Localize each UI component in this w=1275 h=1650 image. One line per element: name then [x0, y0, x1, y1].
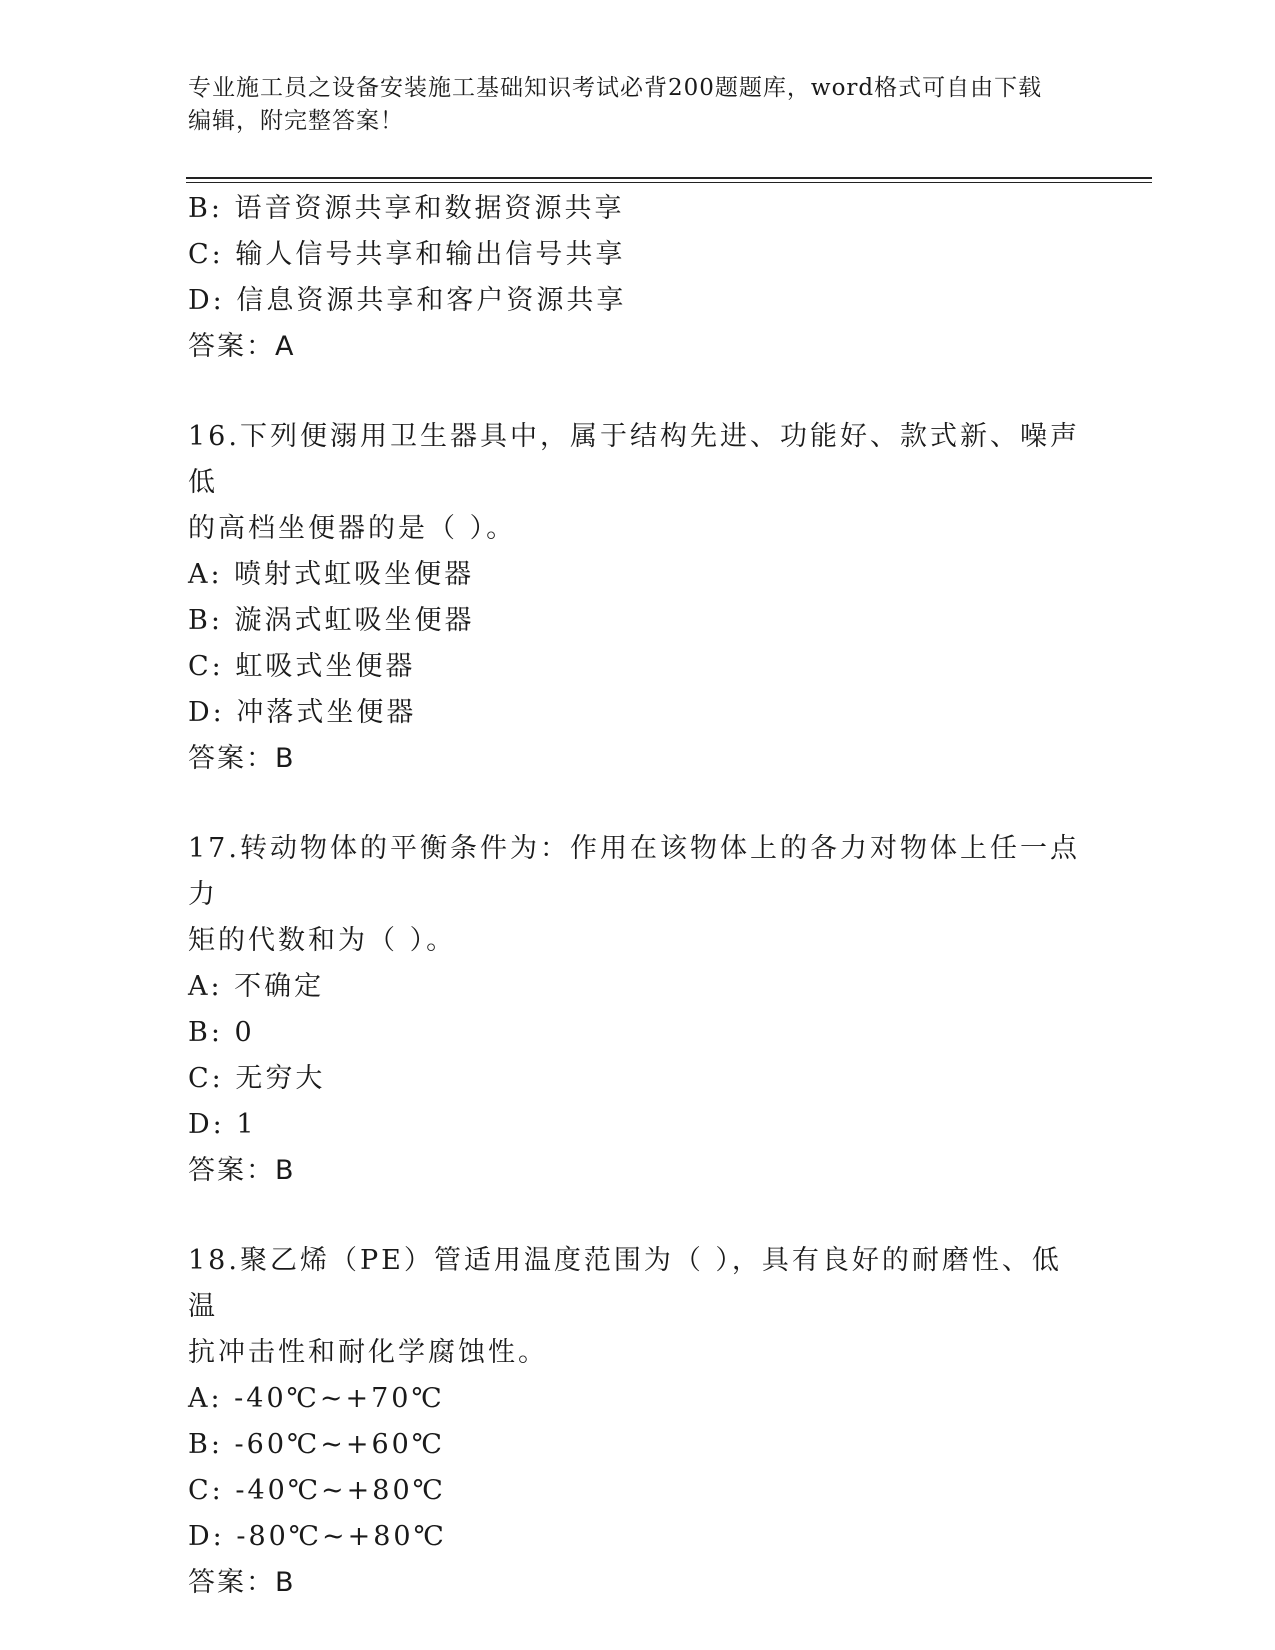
option-d: D: 信息资源共享和客户资源共享	[188, 285, 627, 316]
spacer	[188, 782, 1088, 826]
answer-line: 答案：B	[188, 1155, 296, 1186]
question-stem-line-1: 16.下列便溺用卫生器具中，属于结构先进、功能好、款式新、噪声低	[188, 421, 1080, 498]
option-a: A: 不确定	[188, 971, 325, 1002]
option-c: C: 输人信号共享和输出信号共享	[188, 239, 626, 270]
document-header	[188, 72, 1088, 138]
header-line-2: 编辑，附完整答案！	[188, 108, 404, 134]
option-a: A: 喷射式虹吸坐便器	[188, 559, 475, 590]
option-c: C: 无穷大	[188, 1063, 326, 1094]
header-divider-thin	[186, 182, 1152, 183]
question-block-16	[188, 414, 1088, 782]
header-line-1: 专业施工员之设备安装施工基础知识考试必背200题题库，word格式可自由下载	[188, 75, 1043, 101]
question-stem-line-1: 17.转动物体的平衡条件为：作用在该物体上的各力对物体上任一点力	[188, 833, 1080, 910]
option-c: C: 虹吸式坐便器	[188, 651, 416, 682]
spacer	[188, 1194, 1088, 1238]
question-stem-line-1: 18.聚乙烯（PE）管适用温度范围为（ ），具有良好的耐磨性、低温	[188, 1245, 1062, 1322]
answer-line: 答案：A	[188, 331, 296, 362]
question-block-15	[188, 186, 1088, 370]
question-stem-line-2: 矩的代数和为（ ）。	[188, 925, 457, 956]
option-b: B: 漩涡式虹吸坐便器	[188, 605, 475, 636]
answer-line: 答案：B	[188, 743, 296, 774]
option-d: D: 冲落式坐便器	[188, 697, 417, 728]
option-b: B: -60℃~+60℃	[188, 1429, 446, 1460]
option-c: C: -40℃~+80℃	[188, 1475, 446, 1506]
option-b: B: 语音资源共享和数据资源共享	[188, 193, 625, 224]
spacer	[188, 370, 1088, 414]
header-divider-thick	[186, 177, 1152, 179]
option-d: D: -80℃~+80℃	[188, 1521, 447, 1552]
question-stem-line-2: 的高档坐便器的是（ ）。	[188, 513, 517, 544]
option-d: D: 1	[188, 1109, 257, 1140]
answer-line: 答案：B	[188, 1567, 296, 1598]
question-block-17	[188, 826, 1088, 1194]
option-b: B: 0	[188, 1017, 255, 1048]
question-list	[188, 186, 1088, 1606]
question-block-18	[188, 1238, 1088, 1606]
question-stem-line-2: 抗冲击性和耐化学腐蚀性。	[188, 1337, 548, 1368]
option-a: A: -40℃~+70℃	[188, 1383, 445, 1414]
